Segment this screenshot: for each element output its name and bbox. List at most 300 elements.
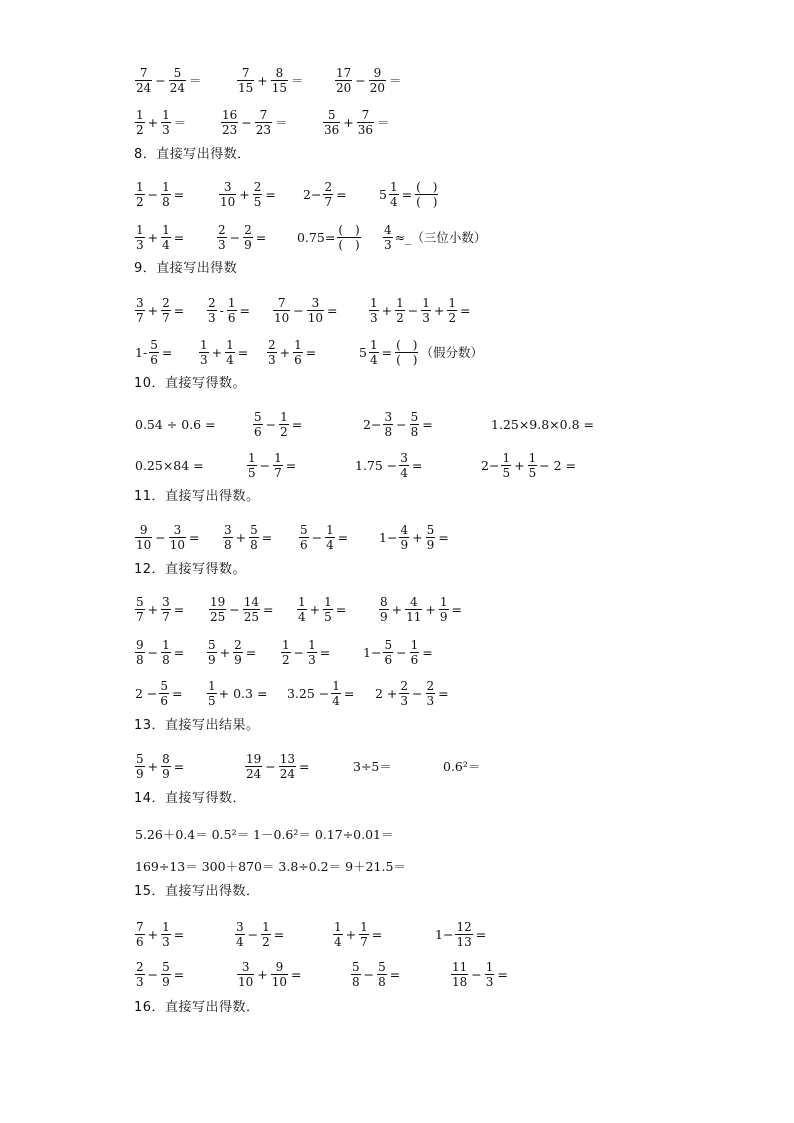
denominator: 9 — [234, 652, 242, 667]
numerator: 2 — [324, 179, 333, 194]
math-expression — [220, 107, 290, 137]
operator: = — [401, 186, 413, 202]
denominator: 3 — [200, 352, 208, 367]
math-expression — [206, 295, 252, 325]
denominator: 15 — [271, 80, 288, 95]
math-expression — [134, 409, 217, 439]
expression-text: 2 + — [375, 685, 398, 701]
denominator: 3 — [485, 974, 494, 989]
operator: + — [147, 758, 159, 774]
fraction — [267, 339, 277, 366]
expression-text: （假分数） — [420, 345, 483, 360]
expression-text: 5 — [359, 344, 367, 360]
math-expression — [216, 222, 268, 252]
numerator: 5 — [426, 522, 435, 537]
operator: + — [211, 344, 223, 360]
operator: = — [291, 966, 302, 982]
operator: = — [173, 186, 185, 202]
math-expression — [236, 959, 304, 989]
math-expression — [134, 522, 202, 552]
math-expression — [332, 919, 384, 949]
numerator: 5 — [208, 637, 216, 652]
math-expression — [134, 751, 186, 781]
numerator: 1 — [502, 450, 511, 465]
fraction — [485, 961, 495, 988]
denominator: 3 — [136, 237, 144, 252]
fraction — [253, 181, 263, 208]
fraction — [369, 297, 379, 324]
fraction — [221, 109, 238, 136]
fraction — [455, 921, 472, 948]
operator: − — [293, 644, 305, 660]
fraction — [169, 524, 186, 551]
fraction — [421, 297, 431, 324]
numerator: 1 — [280, 409, 288, 424]
denominator: 8 — [250, 537, 258, 552]
denominator: 6 — [254, 424, 262, 439]
operator: + — [343, 114, 354, 130]
math-expression — [298, 522, 350, 552]
numerator: 8 — [380, 594, 388, 609]
fraction — [135, 961, 145, 988]
denominator: 10 — [307, 310, 324, 325]
operator: = — [173, 601, 185, 617]
denominator: 15 — [238, 80, 254, 95]
denominator: 10 — [136, 537, 152, 552]
math-expression — [480, 450, 577, 480]
numerator: 5 — [136, 751, 144, 766]
numerator: 3 — [400, 450, 408, 465]
operator: − — [229, 601, 240, 617]
math-expression — [296, 594, 348, 624]
expression-text: 1− — [379, 529, 398, 545]
expression-text: 0.6²＝ — [443, 759, 481, 774]
fraction — [528, 452, 538, 479]
denominator: 6 — [410, 652, 419, 667]
numerator: 2 — [162, 295, 170, 310]
fraction — [501, 452, 511, 479]
fraction — [243, 596, 260, 623]
denominator: 7 — [360, 934, 368, 949]
fraction — [333, 921, 343, 948]
denominator: 2 — [280, 424, 288, 439]
math-expression — [134, 851, 407, 881]
operator: = — [335, 601, 347, 617]
fraction — [217, 224, 227, 251]
fraction — [135, 297, 145, 324]
operator: = — [451, 601, 463, 617]
operator: = — [497, 966, 508, 982]
numerator: 4 — [409, 594, 418, 609]
denominator: 2 — [262, 934, 270, 949]
denominator: 3 — [308, 652, 316, 667]
denominator: 23 — [222, 122, 238, 137]
exercise-heading: 15．直接写出得数． — [134, 884, 260, 899]
operator: = — [173, 966, 185, 982]
denominator: 11 — [406, 609, 422, 624]
math-expression — [134, 295, 186, 325]
denominator: 8 — [384, 424, 393, 439]
numerator: 2 — [400, 678, 409, 693]
expression-text: 5.26＋0.4＝ 0.5²＝ 1－0.6²＝ 0.17÷0.01＝ — [135, 827, 394, 842]
math-expression — [206, 678, 268, 708]
fraction — [323, 181, 333, 208]
numerator: ( ) — [416, 179, 438, 194]
operator: = — [173, 302, 185, 318]
denominator: 3 — [422, 310, 430, 325]
numerator: 4 — [400, 522, 409, 537]
numerator: 1 — [274, 450, 282, 465]
operator: = — [173, 758, 185, 774]
numerator: 1 — [410, 637, 419, 652]
numerator: 1 — [370, 295, 378, 310]
denominator: 2 — [396, 310, 404, 325]
exercise-heading: 9．直接写出得数 — [134, 261, 238, 276]
denominator: 2 — [282, 652, 290, 667]
numerator: 1 — [162, 222, 170, 237]
math-expression — [280, 637, 332, 667]
math-expression — [244, 751, 312, 781]
numerator: 1 — [324, 594, 332, 609]
fraction — [253, 411, 263, 438]
denominator: 10 — [169, 537, 186, 552]
math-expression — [222, 522, 274, 552]
operator: + — [147, 229, 159, 245]
numerator: 5 — [254, 409, 262, 424]
math-expression — [134, 222, 186, 252]
numerator: 3 — [136, 295, 144, 310]
numerator: 14 — [243, 594, 260, 609]
operator: ＝ — [291, 73, 304, 88]
fraction — [249, 524, 259, 551]
operator: + — [345, 926, 357, 942]
fraction — [271, 961, 288, 988]
operator: = — [371, 926, 383, 942]
fraction — [261, 921, 271, 948]
fraction — [161, 224, 171, 251]
denominator: 2 — [136, 194, 144, 209]
fraction — [135, 109, 145, 136]
operator: − — [259, 457, 271, 473]
fraction — [237, 961, 254, 988]
denominator: 25 — [243, 609, 260, 624]
fraction — [161, 921, 171, 948]
denominator: 6 — [136, 934, 144, 949]
denominator: 6 — [300, 537, 308, 552]
fraction — [233, 639, 243, 666]
fraction — [359, 921, 369, 948]
numerator: 1 — [136, 179, 144, 194]
operator: − — [363, 966, 375, 982]
denominator: 2 — [136, 122, 144, 137]
denominator: 10 — [271, 974, 288, 989]
fraction — [405, 596, 422, 623]
denominator: 7 — [136, 609, 144, 624]
expression-text: 1− — [363, 644, 382, 660]
numerator: 5 — [384, 637, 393, 652]
math-expression — [134, 678, 185, 708]
numerator: 19 — [210, 594, 226, 609]
operator: + — [514, 457, 525, 473]
operator: − — [396, 416, 407, 432]
operator: − — [241, 114, 252, 130]
denominator: 8 — [162, 194, 170, 209]
operator: = — [265, 186, 276, 202]
denominator: 3 — [400, 693, 409, 708]
denominator: 3 — [162, 934, 170, 949]
fraction — [297, 596, 307, 623]
math-expression — [246, 450, 298, 480]
math-expression — [206, 637, 258, 667]
exercise-heading: 11．直接写出得数。 — [134, 489, 260, 504]
math-expression — [218, 179, 278, 209]
fraction — [281, 639, 291, 666]
fraction — [331, 680, 341, 707]
expression-text: 1.75 − — [355, 457, 398, 473]
fraction — [161, 596, 171, 623]
operator: = — [460, 302, 471, 318]
fraction — [451, 961, 468, 988]
operator: = — [161, 344, 173, 360]
denominator: 8 — [162, 652, 170, 667]
numerator: 5 — [136, 594, 144, 609]
numerator: 5 — [300, 522, 308, 537]
fraction — [383, 639, 393, 666]
operator: − — [147, 966, 159, 982]
denominator: 3 — [162, 122, 170, 137]
denominator: 24 — [136, 80, 152, 95]
operator: ＝ — [189, 73, 202, 88]
math-expression — [266, 337, 318, 367]
fraction — [149, 339, 159, 366]
operator: + — [381, 302, 393, 318]
denominator: 9 — [162, 766, 170, 781]
operator: − — [355, 72, 366, 88]
math-expression — [334, 65, 404, 95]
math-expression — [134, 637, 186, 667]
fraction — [323, 596, 333, 623]
numerator: 1 — [162, 919, 170, 934]
math-expression — [434, 919, 488, 949]
fraction — [325, 524, 335, 551]
denominator: 5 — [248, 465, 256, 480]
math-expression — [490, 409, 595, 439]
denominator: 20 — [336, 80, 352, 95]
operator: - — [219, 302, 224, 318]
operator: ＝ — [389, 73, 402, 88]
fraction — [410, 639, 420, 666]
denominator: 10 — [274, 310, 290, 325]
numerator: 1 — [360, 919, 368, 934]
math-expression — [378, 522, 451, 552]
math-expression — [286, 678, 356, 708]
fraction — [335, 67, 352, 94]
denominator: 6 — [384, 652, 393, 667]
numerator: 12 — [456, 919, 472, 934]
denominator: 9 — [380, 609, 388, 624]
fraction — [161, 181, 171, 208]
operator: = — [411, 457, 423, 473]
numerator: ( ) — [338, 222, 360, 237]
numerator: 7 — [361, 107, 370, 122]
numerator: 1 — [162, 179, 170, 194]
denominator: 5 — [528, 465, 537, 480]
operator: − — [147, 644, 159, 660]
math-expression — [378, 179, 439, 209]
operator: + — [391, 601, 403, 617]
math-expression — [134, 959, 186, 989]
math-expression — [302, 179, 349, 209]
expression-text: − 2 = — [539, 457, 577, 473]
fraction — [323, 109, 340, 136]
expression-text: 1− — [435, 926, 454, 942]
numerator: 5 — [410, 409, 419, 424]
numerator: 1 — [448, 295, 457, 310]
operator: = — [189, 529, 200, 545]
operator: ＝ — [275, 115, 288, 130]
numerator: 9 — [275, 959, 284, 974]
denominator: 7 — [136, 310, 144, 325]
numerator: 5 — [352, 959, 360, 974]
numerator: 9 — [136, 637, 144, 652]
numerator: 1 — [528, 450, 537, 465]
math-expression — [362, 409, 435, 439]
denominator: 10 — [238, 974, 254, 989]
operator: ＝ — [377, 115, 390, 130]
numerator: 1 — [422, 295, 430, 310]
operator: + — [279, 344, 291, 360]
fraction — [273, 452, 283, 479]
expression-text: 3.25 − — [287, 685, 330, 701]
expression-text: 0.75= — [297, 229, 336, 245]
fraction — [351, 961, 361, 988]
numerator: 1 — [396, 295, 404, 310]
numerator: 5 — [378, 959, 386, 974]
fraction — [219, 181, 236, 208]
fraction — [161, 961, 171, 988]
denominator: 5 — [253, 194, 262, 209]
operator: − — [265, 416, 277, 432]
numerator: 1 — [326, 522, 334, 537]
math-expression — [374, 678, 451, 708]
operator: + — [147, 302, 159, 318]
math-expression — [354, 450, 424, 480]
denominator: 9 — [439, 609, 448, 624]
numerator: 9 — [373, 65, 382, 80]
denominator: 9 — [162, 974, 170, 989]
expression-text: 169÷13＝ 300＋870＝ 3.8÷0.2＝ 9＋21.5＝ — [135, 859, 406, 874]
fraction — [399, 452, 409, 479]
denominator: 4 — [389, 194, 398, 209]
numerator: 5 — [327, 107, 336, 122]
fraction — [247, 452, 257, 479]
denominator: ( ) — [396, 352, 418, 367]
operator: = — [172, 685, 183, 701]
operator: = — [299, 758, 310, 774]
fraction — [307, 639, 317, 666]
fraction — [271, 67, 288, 94]
operator: − — [311, 529, 323, 545]
numerator: 2 — [218, 222, 226, 237]
denominator: 9 — [208, 652, 216, 667]
fraction — [369, 67, 386, 94]
denominator: 10 — [220, 194, 236, 209]
denominator: 9 — [400, 537, 409, 552]
exercise-heading: 12．直接写得数。 — [134, 562, 247, 577]
math-expression — [296, 222, 362, 252]
fraction — [135, 639, 145, 666]
operator: − — [265, 758, 276, 774]
fraction — [426, 524, 436, 551]
operator: = — [261, 529, 273, 545]
numerator: 3 — [236, 919, 244, 934]
fraction — [161, 109, 171, 136]
numerator: 1 — [485, 959, 494, 974]
denominator: 13 — [456, 934, 472, 949]
fraction — [279, 411, 289, 438]
numerator: 3 — [384, 409, 393, 424]
numerator: 2 — [253, 179, 262, 194]
operator: = — [255, 229, 267, 245]
denominator: 23 — [255, 122, 272, 137]
expression-text: 0.54 ÷ 0.6 = — [135, 416, 216, 432]
numerator: 1 — [227, 295, 236, 310]
denominator: 9 — [426, 537, 435, 552]
fraction — [225, 339, 235, 366]
numerator: 5 — [160, 678, 169, 693]
numerator: 8 — [275, 65, 284, 80]
numerator: 1 — [439, 594, 448, 609]
denominator: 6 — [160, 693, 169, 708]
math-expression — [198, 337, 250, 367]
math-expression — [350, 959, 402, 989]
numerator: 2 — [244, 222, 252, 237]
fraction — [369, 339, 379, 366]
numerator: 4 — [384, 222, 392, 237]
fraction — [273, 297, 290, 324]
math-expression — [134, 819, 395, 849]
denominator: 5 — [324, 609, 332, 624]
operator: ＝ — [173, 115, 187, 130]
fraction — [243, 224, 253, 251]
math-expression — [234, 919, 286, 949]
operator: − — [293, 302, 304, 318]
fraction — [207, 297, 217, 324]
math-expression — [358, 337, 484, 367]
denominator: 4 — [369, 352, 378, 367]
operator: = — [263, 601, 274, 617]
math-expression — [352, 751, 393, 781]
denominator: 4 — [162, 237, 170, 252]
fraction — [169, 67, 186, 94]
numerator: 1 — [332, 678, 340, 693]
denominator: 4 — [334, 934, 342, 949]
operator: + — [147, 114, 159, 130]
fraction — [415, 181, 438, 208]
numerator: 1 — [248, 450, 256, 465]
numerator: 3 — [223, 179, 232, 194]
denominator: 4 — [236, 934, 244, 949]
math-expression — [134, 594, 186, 624]
fraction — [135, 524, 152, 551]
denominator: 36 — [324, 122, 340, 137]
numerator: 1 — [298, 594, 306, 609]
expression-text: 0.25×84 = — [135, 457, 204, 473]
denominator: 5 — [502, 465, 511, 480]
operator: = — [389, 966, 401, 982]
expression-text: 3÷5＝ — [353, 759, 392, 774]
fraction — [389, 181, 399, 208]
